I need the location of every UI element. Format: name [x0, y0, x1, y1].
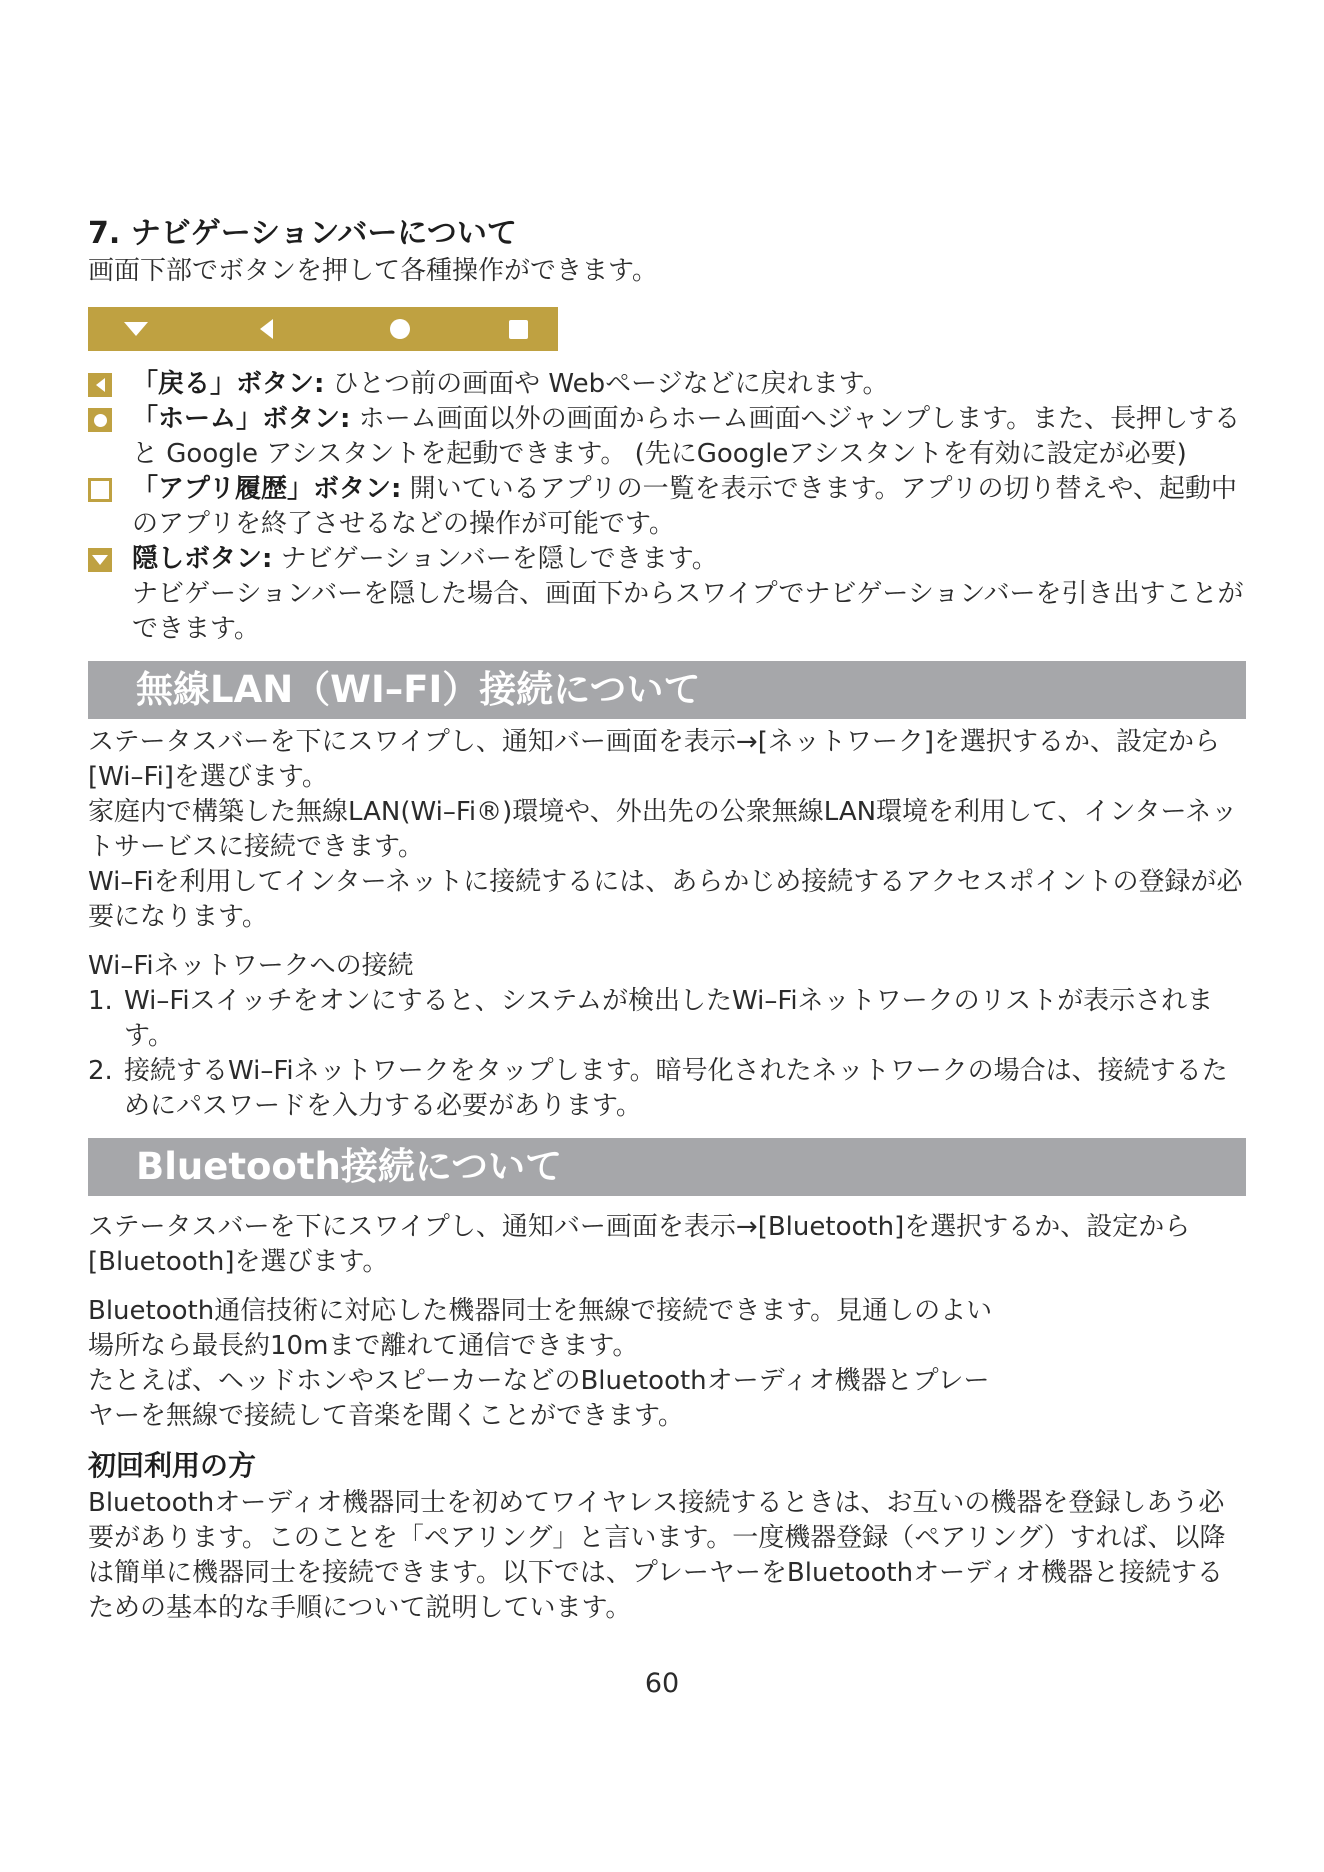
list-item — [88, 984, 1246, 1054]
page-number: 60 — [644, 1668, 680, 1699]
back-icon — [88, 373, 112, 397]
wifi-steps-list — [88, 984, 1246, 1124]
bluetooth-paragraph-2 — [88, 1294, 1246, 1434]
back-triangle-icon — [246, 307, 286, 351]
nav-section-title: 7. ナビゲーションバーについて — [88, 216, 517, 251]
hide-label: 隠しボタン: — [132, 544, 273, 574]
bluetooth-line-1: Bluetooth通信技術に対応した機器同士を無線で接続できます。見通しのよい — [88, 1296, 993, 1326]
back-desc: ひとつ前の画面や Webページなどに戻れます。 — [324, 369, 889, 399]
first-use-text: Bluetoothオーディオ機器同士を初めてワイヤレス接続するときは、お互いの機器を登録しあう必要があります。このことを「ペアリング」と言います。一度機器登録（ペアリング）すれば、以降は簡単に機器同士を接続できます。以下では、プレーヤーをBluetoothオーディオ機器と接続するための基本的な手順について説明しています。 — [88, 1488, 1226, 1623]
hide-triangle-icon — [116, 307, 156, 351]
bluetooth-line-4: ヤーを無線で接続して音楽を聞くことができます。 — [88, 1401, 684, 1431]
recent-apps-icon — [88, 478, 112, 502]
list-item-hide — [88, 542, 1246, 647]
wifi-paragraph-2: 家庭内で構築した無線LAN(Wi–Fi®)環境や、外出先の公衆無線LAN環境を利用して、インターネットサービスに接続できます。 — [88, 797, 1238, 862]
wifi-connect-heading: Wi–Fiネットワークへの接続 — [88, 951, 414, 981]
nav-button-list — [88, 367, 1246, 647]
wifi-paragraph-3: Wi–Fiを利用してインターネットに接続するには、あらかじめ接続するアクセスポイントの登録が必要になります。 — [88, 867, 1243, 932]
recent-desc: 開いているアプリの一覧を表示できます。アプリの切り替えや、起動中のアプリを終了させるなどの操作が可能です。 — [132, 474, 1237, 539]
nav-section-intro: 画面下部でボタンを押して各種操作ができます。 — [88, 256, 658, 286]
home-label: 「ホーム」ボタン: — [132, 404, 351, 434]
bluetooth-section-banner: Bluetooth接続について — [88, 1138, 1246, 1196]
first-use-title: 初回利用の方 — [88, 1449, 257, 1482]
home-circle-icon — [380, 307, 420, 351]
step-text: 接続するWi–Fiネットワークをタップします。暗号化されたネットワークの場合は、接続するためにパスワードを入力する必要があります。 — [124, 1056, 1228, 1121]
wifi-paragraph-1: ステータスバーを下にスワイプし、通知バー画面を表示→[ネットワーク]を選択するか、設定から[Wi–Fi]を選びます。 — [88, 727, 1220, 792]
list-item — [88, 1054, 1246, 1124]
navigation-bar-illustration — [88, 307, 558, 351]
step-number: 1. — [88, 986, 113, 1016]
step-text: Wi–Fiスイッチをオンにすると、システムが検出したWi–Fiネットワークのリストが表示されます。 — [124, 986, 1214, 1051]
step-number: 2. — [88, 1056, 113, 1086]
bluetooth-line-2: 場所なら最長約10mまで離れて通信できます。 — [88, 1331, 639, 1361]
hide-icon — [88, 548, 112, 572]
page-content — [88, 214, 1246, 1626]
home-icon — [88, 408, 112, 432]
list-item-home — [88, 402, 1246, 472]
bluetooth-paragraph-1: ステータスバーを下にスワイプし、通知バー画面を表示→[Bluetooth]を選択するか、設定から[Bluetooth]を選びます。 — [88, 1212, 1191, 1277]
wifi-section-banner: 無線LAN（WI–FI）接続について — [88, 661, 1246, 719]
home-desc: ホーム画面以外の画面からホーム画面へジャンプします。また、長押しすると Google アシスタントを起動できます。 (先にGoogleアシスタントを有効に設定が必要) — [132, 404, 1241, 469]
bluetooth-line-3: たとえば、ヘッドホンやスピーカーなどのBluetoothオーディオ機器とプレー — [88, 1366, 990, 1396]
recent-label: 「アプリ履歴」ボタン: — [132, 474, 402, 504]
hide-desc: ナビゲーションバーを隠しできます。 — [272, 544, 718, 574]
back-label: 「戻る」ボタン: — [132, 369, 325, 399]
list-item-back — [88, 367, 1246, 402]
hide-desc-2: ナビゲーションバーを隠した場合、画面下からスワイプでナビゲーションバーを引き出すことができます。 — [132, 579, 1244, 644]
recent-square-icon — [498, 307, 538, 351]
list-item-recent — [88, 472, 1246, 542]
